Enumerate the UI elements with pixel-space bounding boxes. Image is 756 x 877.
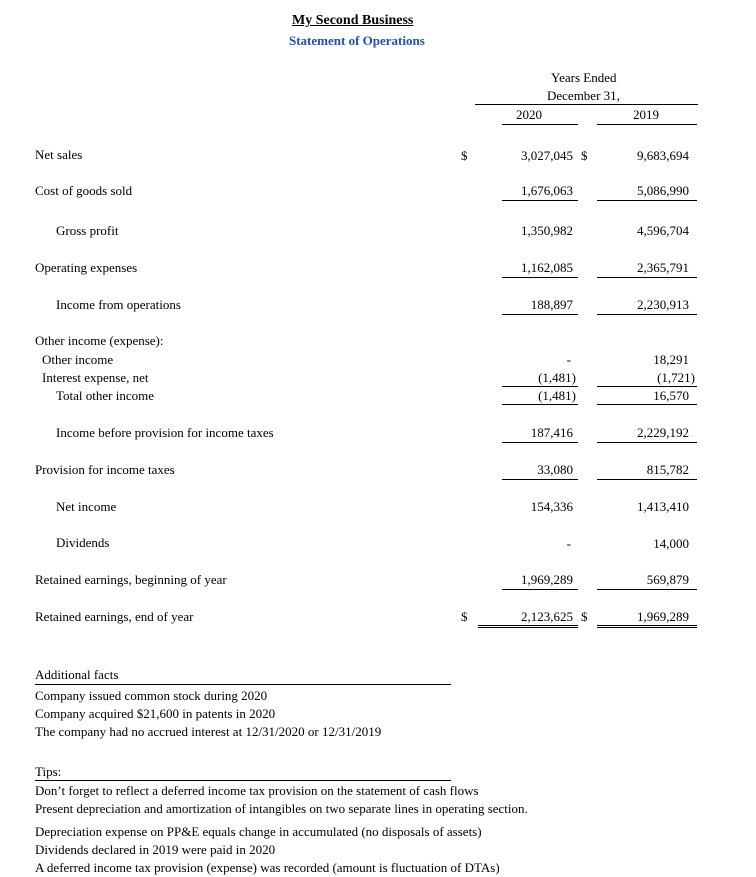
cogs-2019: 5,086,990 [597, 184, 697, 201]
column-group-line2: December 31, [547, 88, 620, 103]
row-label-dividends: Dividends [56, 535, 110, 550]
re-begin-2019: 569,879 [597, 573, 697, 590]
dividends-2019: 14,000 [653, 536, 689, 551]
income-ops-2019: 2,230,913 [597, 298, 697, 315]
statement-title: Statement of Operations [289, 33, 425, 48]
gross-profit-2019: 4,596,704 [637, 223, 689, 238]
col-2020-rule [502, 124, 578, 125]
dollar-sign: $ [581, 609, 588, 624]
column-group-line1: Years Ended [551, 70, 617, 85]
tip-item: Present depreciation and amortization of intangibles on two separate lines in operating section. [35, 801, 528, 816]
gross-profit-2020: 1,350,982 [521, 223, 573, 238]
fact-item: The company had no accrued interest at 12/31/2020 or 12/31/2019 [35, 724, 382, 739]
tip-item: Depreciation expense on PP&E equals change in accumulated (no disposals of assets) [35, 824, 482, 839]
total-other-2019: 16,570 [597, 389, 697, 405]
opex-2020: 1,162,085 [502, 261, 578, 278]
re-end-2019: 1,969,289 [597, 610, 697, 628]
column-header-2019: 2019 [633, 107, 659, 122]
tip-item: Don’t forget to reflect a deferred income tax provision on the statement of cash flows [35, 783, 479, 798]
tip-item: Dividends declared in 2019 were paid in 2020 [35, 842, 276, 857]
additional-facts-title: Additional facts [35, 667, 119, 682]
cogs-2020: 1,676,063 [502, 184, 578, 201]
income-before-tax-2019: 2,229,192 [597, 426, 697, 443]
row-label-total-other: Total other income [56, 388, 155, 403]
re-begin-2020: 1,969,289 [502, 573, 578, 590]
dollar-sign: $ [461, 609, 468, 624]
re-end-2020: 2,123,625 [478, 610, 578, 628]
provision-2020: 33,080 [502, 463, 578, 480]
net-income-2019: 1,413,410 [637, 499, 689, 514]
fact-item: Company acquired $21,600 in patents in 2020 [35, 706, 276, 721]
row-label-net-sales: Net sales [35, 147, 83, 162]
column-group-rule [475, 104, 698, 105]
dividends-2020: - [566, 536, 571, 551]
tip-item: A deferred income tax provision (expense) was recorded (amount is fluctuation of DTAs) [35, 860, 500, 875]
net-sales-2019: 9,683,694 [637, 148, 689, 163]
net-income-2020: 154,336 [530, 499, 573, 514]
tips-rule [35, 780, 451, 781]
company-name: My Second Business [292, 13, 414, 28]
row-label-other-income: Other income [42, 352, 114, 367]
interest-2019: (1,721) [597, 371, 697, 387]
income-before-tax-2020: 187,416 [502, 426, 578, 443]
row-label-net-income: Net income [56, 499, 117, 514]
total-other-2020: (1,481) [502, 389, 578, 405]
fact-item: Company issued common stock during 2020 [35, 688, 268, 703]
provision-2019: 815,782 [597, 463, 697, 480]
opex-2019: 2,365,791 [597, 261, 697, 278]
additional-facts-rule [35, 684, 451, 685]
row-label-cogs: Cost of goods sold [35, 183, 133, 198]
row-label-interest: Interest expense, net [42, 370, 149, 385]
other-income-2020: - [566, 352, 571, 367]
row-label-opex: Operating expenses [35, 260, 138, 275]
col-2019-rule [597, 124, 697, 125]
net-sales-2020: 3,027,045 [521, 148, 573, 163]
row-label-re-begin: Retained earnings, beginning of year [35, 572, 227, 587]
tips-title: Tips: [35, 764, 62, 779]
row-label-gross-profit: Gross profit [56, 223, 119, 238]
income-ops-2020: 188,897 [502, 298, 578, 315]
row-label-income-ops: Income from operations [56, 297, 181, 312]
dollar-sign: $ [461, 148, 468, 163]
column-header-2020: 2020 [516, 107, 542, 122]
row-label-income-before-tax: Income before provision for income taxes [56, 425, 274, 440]
row-label-re-end: Retained earnings, end of year [35, 609, 194, 624]
row-label-provision: Provision for income taxes [35, 462, 175, 477]
dollar-sign: $ [581, 148, 588, 163]
row-label-other-header: Other income (expense): [35, 333, 164, 348]
interest-2020: (1,481) [502, 371, 578, 387]
other-income-2019: 18,291 [653, 352, 689, 367]
